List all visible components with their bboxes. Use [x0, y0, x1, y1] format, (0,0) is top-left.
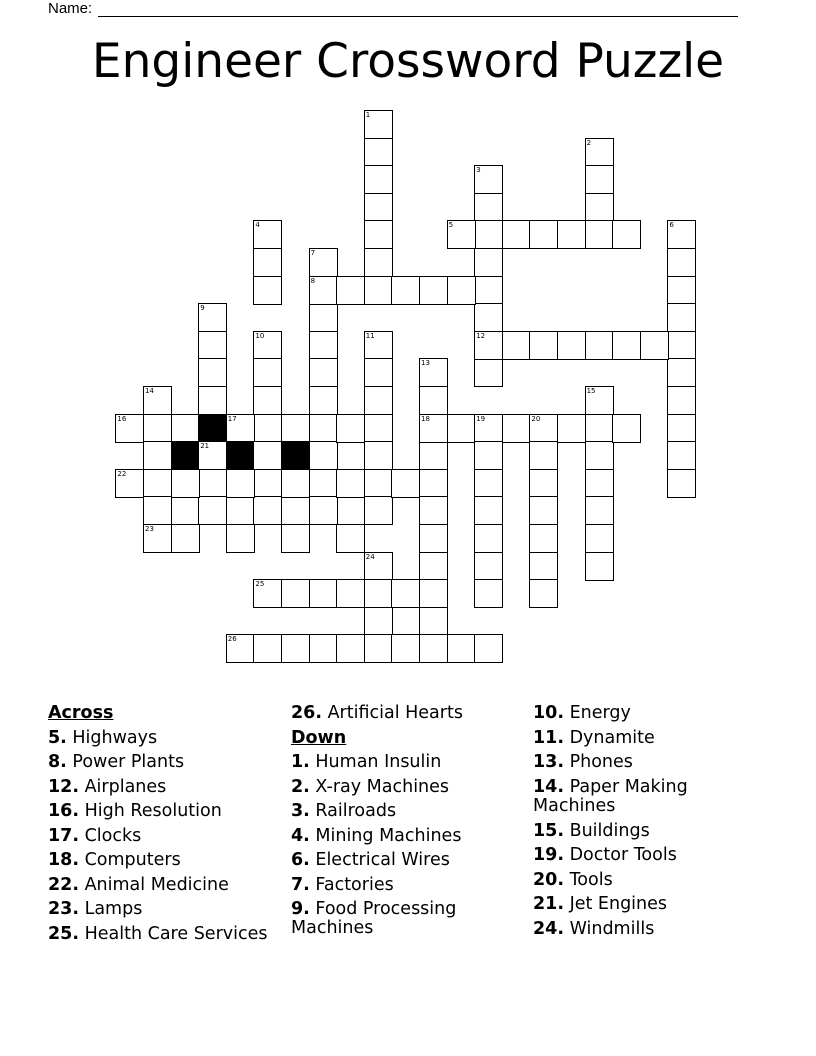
grid-cell[interactable] — [364, 607, 393, 636]
cell-number: 18 — [421, 414, 430, 423]
grid-cell[interactable] — [253, 248, 282, 277]
grid-cell[interactable] — [281, 414, 310, 443]
clue-number: 17. — [48, 825, 80, 846]
grid-cell[interactable] — [226, 634, 255, 663]
clue-number: 3. — [291, 801, 310, 821]
grid-cell[interactable] — [309, 441, 338, 470]
grid-cell[interactable] — [253, 414, 282, 443]
grid-cell[interactable] — [419, 634, 448, 663]
grid-cell[interactable] — [198, 303, 227, 332]
grid-cell[interactable] — [612, 331, 641, 360]
clue-number: 21. — [533, 894, 565, 914]
clue-text: Lamps — [79, 899, 143, 919]
cell-number: 5 — [448, 221, 454, 230]
grid-cell[interactable] — [309, 634, 338, 663]
grid-cell[interactable] — [667, 303, 696, 332]
clue-item — [48, 848, 288, 873]
grid-cell[interactable] — [115, 469, 144, 498]
down-clues-column-1 — [291, 701, 521, 941]
blocked-cell — [171, 441, 200, 470]
grid-cell[interactable] — [391, 634, 420, 663]
cell-number: 3 — [476, 166, 481, 175]
grid-cell[interactable] — [391, 579, 420, 608]
grid-cell[interactable] — [309, 496, 338, 525]
clue-number: 2. — [291, 776, 310, 797]
grid-cell[interactable] — [474, 165, 503, 194]
grid-cell[interactable] — [585, 496, 614, 525]
clue-item — [533, 778, 733, 816]
grid-cell[interactable] — [309, 469, 338, 498]
grid-cell[interactable] — [585, 552, 614, 581]
grid-cell[interactable] — [474, 469, 503, 498]
grid-cell[interactable] — [474, 552, 503, 581]
grid-cell[interactable] — [667, 469, 696, 498]
clue-item — [48, 925, 288, 944]
grid-cell[interactable] — [171, 524, 200, 553]
grid-cell[interactable] — [281, 469, 310, 498]
clue-number: 7. — [291, 874, 310, 895]
clue-item — [48, 897, 288, 922]
cell-number: 12 — [476, 331, 486, 340]
grid-cell[interactable] — [612, 220, 641, 249]
grid-cell[interactable] — [253, 469, 282, 498]
grid-cell[interactable] — [585, 138, 614, 167]
grid-cell[interactable] — [336, 524, 365, 553]
clue-item — [48, 799, 288, 824]
grid-cell[interactable] — [309, 331, 338, 360]
cell-number: 10 — [255, 331, 265, 340]
clue-item — [291, 799, 521, 824]
grid-cell[interactable] — [364, 441, 393, 470]
clue-number: 19. — [533, 845, 565, 865]
grid-cell[interactable] — [419, 276, 448, 305]
grid-cell[interactable] — [474, 276, 503, 305]
grid-cell[interactable] — [391, 469, 420, 498]
grid-cell[interactable] — [474, 496, 503, 525]
grid-cell[interactable] — [667, 441, 696, 470]
grid-cell[interactable] — [198, 331, 227, 360]
grid-cell[interactable] — [585, 469, 614, 498]
clue-item — [533, 819, 733, 844]
grid-cell[interactable] — [309, 414, 338, 443]
grid-cell[interactable] — [364, 469, 393, 498]
grid-cell[interactable] — [447, 276, 476, 305]
grid-cell[interactable] — [502, 220, 531, 249]
grid-cell[interactable] — [529, 496, 558, 525]
grid-cell[interactable] — [667, 276, 696, 305]
grid-cell[interactable] — [419, 414, 448, 443]
grid-cell[interactable] — [364, 579, 393, 608]
grid-cell[interactable] — [667, 414, 696, 443]
clue-number: 22. — [48, 874, 80, 895]
clue-text: Railroads — [309, 801, 397, 821]
grid-cell[interactable] — [143, 386, 172, 415]
grid-cell[interactable] — [529, 331, 558, 360]
clue-text: Health Care Services — [79, 923, 268, 944]
cell-number: 1 — [365, 111, 371, 119]
cell-number: 20 — [531, 414, 541, 423]
clue-number: 5. — [48, 727, 67, 748]
clue-item — [291, 750, 521, 775]
grid-cell[interactable] — [529, 579, 558, 608]
grid-cell[interactable] — [198, 358, 227, 387]
clue-text: Windmills — [564, 918, 655, 939]
grid-cell[interactable] — [474, 524, 503, 553]
grid-cell[interactable] — [474, 634, 503, 663]
grid-cell[interactable] — [419, 496, 448, 525]
grid-cell[interactable] — [529, 469, 558, 498]
grid-cell[interactable] — [585, 331, 614, 360]
clue-number: 9. — [291, 899, 310, 919]
grid-cell[interactable] — [585, 524, 614, 553]
cell-number: 11 — [365, 331, 375, 340]
grid-cell[interactable] — [585, 193, 614, 222]
grid-cell[interactable] — [364, 276, 393, 305]
grid-cell[interactable] — [364, 248, 393, 277]
grid-cell[interactable] — [309, 303, 338, 332]
cell-number: 25 — [255, 580, 265, 589]
cell-number: 4 — [255, 221, 260, 230]
grid-cell[interactable] — [502, 414, 531, 443]
grid-cell[interactable] — [253, 331, 282, 360]
clue-text: Mining Machines — [309, 825, 462, 846]
grid-cell[interactable] — [198, 496, 227, 525]
clue-item — [291, 873, 521, 898]
grid-cell[interactable] — [309, 358, 338, 387]
clue-item — [291, 848, 521, 873]
grid-cell[interactable] — [364, 496, 393, 525]
clue-text: Phones — [564, 752, 633, 772]
grid-cell[interactable] — [419, 524, 448, 553]
grid-cell[interactable] — [419, 358, 448, 387]
grid-cell[interactable] — [502, 331, 531, 360]
grid-cell[interactable] — [529, 524, 558, 553]
clue-number: 13. — [533, 752, 565, 772]
grid-cell[interactable] — [474, 303, 503, 332]
grid-cell[interactable] — [447, 220, 476, 249]
clue-text: High Resolution — [79, 801, 222, 821]
clue-text: Jet Engines — [564, 894, 668, 914]
grid-cell[interactable] — [474, 220, 503, 249]
clue-number: 23. — [48, 899, 80, 919]
grid-cell[interactable] — [585, 441, 614, 470]
clue-text: Clocks — [79, 825, 142, 846]
clue-text: Buildings — [564, 820, 650, 841]
cell-number: 23 — [145, 525, 154, 533]
grid-cell[interactable] — [447, 414, 476, 443]
clue-number: 25. — [48, 923, 80, 944]
down-clues-column-2 — [533, 701, 733, 941]
grid-cell[interactable] — [419, 579, 448, 608]
clue-text: Human Insulin — [309, 752, 442, 772]
grid-cell[interactable] — [529, 220, 558, 249]
grid-cell[interactable] — [474, 441, 503, 470]
clue-item — [533, 892, 733, 917]
grid-cell[interactable] — [226, 469, 255, 498]
grid-cell[interactable] — [419, 552, 448, 581]
clue-text: Animal Medicine — [79, 874, 229, 895]
grid-cell[interactable] — [585, 165, 614, 194]
blocked-cell — [226, 441, 255, 470]
grid-cell[interactable] — [336, 634, 365, 663]
grid-cell[interactable] — [391, 276, 420, 305]
grid-cell[interactable] — [336, 469, 365, 498]
grid-cell[interactable] — [253, 496, 282, 525]
grid-cell[interactable] — [364, 331, 393, 360]
grid-cell[interactable] — [419, 469, 448, 498]
grid-cell[interactable] — [474, 358, 503, 387]
clue-item — [533, 750, 733, 775]
grid-cell[interactable] — [309, 248, 338, 277]
grid-cell[interactable] — [585, 220, 614, 249]
down-heading: Down — [291, 727, 347, 748]
clue-text: Dynamite — [564, 727, 655, 748]
blocked-cell — [281, 441, 310, 470]
clue-text: Paper Making Machines — [533, 776, 688, 816]
across-heading: Across — [48, 703, 114, 723]
grid-cell[interactable] — [198, 469, 227, 498]
grid-cell[interactable] — [667, 331, 696, 360]
clue-item — [48, 750, 288, 775]
grid-cell[interactable] — [364, 414, 393, 443]
grid-cell[interactable] — [474, 248, 503, 277]
grid-cell[interactable] — [115, 414, 144, 443]
grid-cell[interactable] — [253, 220, 282, 249]
cell-number: 19 — [476, 414, 486, 423]
clue-number: 10. — [533, 703, 565, 723]
grid-cell[interactable] — [364, 634, 393, 663]
grid-cell[interactable] — [419, 607, 448, 636]
grid-cell[interactable] — [171, 469, 200, 498]
clue-item — [48, 873, 288, 898]
clue-number: 16. — [48, 801, 80, 821]
grid-cell[interactable] — [474, 579, 503, 608]
grid-cell[interactable] — [171, 414, 200, 443]
clue-item — [291, 824, 521, 849]
grid-cell[interactable] — [364, 138, 393, 167]
grid-cell[interactable] — [557, 331, 586, 360]
grid-cell[interactable] — [529, 414, 558, 443]
grid-cell[interactable] — [529, 441, 558, 470]
grid-cell[interactable] — [364, 358, 393, 387]
clue-number: 8. — [48, 752, 67, 772]
grid-cell[interactable] — [364, 552, 393, 581]
cell-number: 8 — [310, 276, 316, 285]
grid-cell[interactable] — [419, 441, 448, 470]
grid-cell[interactable] — [364, 386, 393, 415]
grid-cell[interactable] — [143, 469, 172, 498]
clue-item — [533, 843, 733, 868]
grid-cell[interactable] — [364, 165, 393, 194]
clue-text: Doctor Tools — [564, 845, 677, 865]
grid-cell[interactable] — [336, 414, 365, 443]
clue-number: 12. — [48, 776, 80, 797]
clue-text: Energy — [564, 703, 631, 723]
cell-number: 2 — [586, 138, 592, 147]
grid-cell[interactable] — [557, 414, 586, 443]
clue-number: 24. — [533, 918, 565, 939]
clue-text: Airplanes — [79, 776, 167, 797]
clue-text: Highways — [66, 727, 158, 748]
grid-cell[interactable] — [419, 386, 448, 415]
cell-number: 14 — [145, 387, 154, 395]
clue-number: 18. — [48, 850, 80, 870]
clue-item — [533, 868, 733, 893]
clue-item — [48, 775, 288, 800]
grid-cell[interactable] — [667, 386, 696, 415]
grid-cell[interactable] — [447, 634, 476, 663]
clue-item — [533, 917, 733, 942]
cell-number: 6 — [669, 221, 674, 230]
grid-cell[interactable] — [309, 386, 338, 415]
grid-cell[interactable] — [253, 276, 282, 305]
clue-number: 15. — [533, 820, 565, 841]
grid-cell[interactable] — [585, 414, 614, 443]
grid-cell[interactable] — [364, 193, 393, 222]
grid-cell[interactable] — [557, 220, 586, 249]
clue-text: Electrical Wires — [309, 850, 450, 870]
grid-cell[interactable] — [198, 386, 227, 415]
grid-cell[interactable] — [364, 110, 393, 139]
page-title: Engineer Crossword Puzzle — [91, 34, 725, 89]
clue-item — [291, 900, 521, 938]
grid-cell[interactable] — [253, 386, 282, 415]
clue-text: Computers — [79, 850, 181, 870]
grid-cell[interactable] — [667, 358, 696, 387]
grid-cell[interactable] — [309, 579, 338, 608]
grid-cell[interactable] — [612, 414, 641, 443]
cell-number: 16 — [117, 414, 127, 423]
grid-cell[interactable] — [281, 579, 310, 608]
grid-cell[interactable] — [474, 193, 503, 222]
clue-text: X-ray Machines — [309, 776, 450, 797]
cell-number: 24 — [365, 552, 375, 561]
clue-item — [48, 726, 288, 751]
grid-cell[interactable] — [143, 414, 172, 443]
name-label: Name: — [48, 0, 93, 17]
clue-item — [533, 701, 733, 726]
clue-text: Tools — [564, 869, 613, 890]
grid-cell[interactable] — [143, 496, 172, 525]
grid-cell[interactable] — [529, 552, 558, 581]
grid-cell[interactable] — [281, 634, 310, 663]
clue-item — [48, 824, 288, 849]
grid-cell[interactable] — [226, 414, 255, 443]
clue-number: 14. — [533, 776, 565, 797]
grid-cell[interactable] — [253, 441, 282, 470]
cell-number: 9 — [200, 304, 205, 313]
cell-number: 22 — [117, 469, 127, 478]
cell-number: 17 — [227, 414, 237, 423]
clue-item — [533, 726, 733, 751]
cell-number: 21 — [200, 442, 210, 451]
grid-cell[interactable] — [667, 220, 696, 249]
grid-cell[interactable] — [667, 248, 696, 277]
clue-item — [291, 775, 521, 800]
grid-cell[interactable] — [309, 276, 338, 305]
grid-cell[interactable] — [143, 524, 172, 553]
clue-number: 11. — [533, 727, 565, 748]
cell-number: 13 — [421, 359, 430, 368]
clue-number: 4. — [291, 825, 310, 846]
grid-cell[interactable] — [253, 634, 282, 663]
grid-cell[interactable] — [474, 414, 503, 443]
grid-cell[interactable] — [198, 441, 227, 470]
grid-cell[interactable] — [253, 579, 282, 608]
clue-text: Factories — [309, 874, 394, 895]
clue-text: Food Processing Machines — [291, 899, 457, 938]
across-clues — [48, 701, 288, 947]
grid-cell[interactable] — [143, 441, 172, 470]
clue-number: 6. — [291, 850, 310, 870]
clue-text: Power Plants — [66, 752, 185, 772]
grid-cell[interactable] — [336, 276, 365, 305]
grid-cell[interactable] — [253, 358, 282, 387]
clue-number: 1. — [291, 752, 310, 772]
grid-cell[interactable] — [281, 524, 310, 553]
cell-number: 7 — [310, 249, 316, 257]
cell-number: 15 — [586, 387, 596, 395]
blocked-cell — [198, 414, 227, 443]
grid-cell[interactable] — [474, 331, 503, 360]
grid-cell[interactable] — [640, 331, 669, 360]
clue-number: 20. — [533, 869, 565, 890]
clue-26-across: 26. Artificial Hearts — [291, 703, 463, 723]
cell-number: 26 — [227, 635, 237, 644]
grid-cell[interactable] — [585, 386, 614, 415]
grid-cell[interactable] — [336, 579, 365, 608]
grid-cell[interactable] — [226, 524, 255, 553]
grid-cell[interactable] — [364, 220, 393, 249]
